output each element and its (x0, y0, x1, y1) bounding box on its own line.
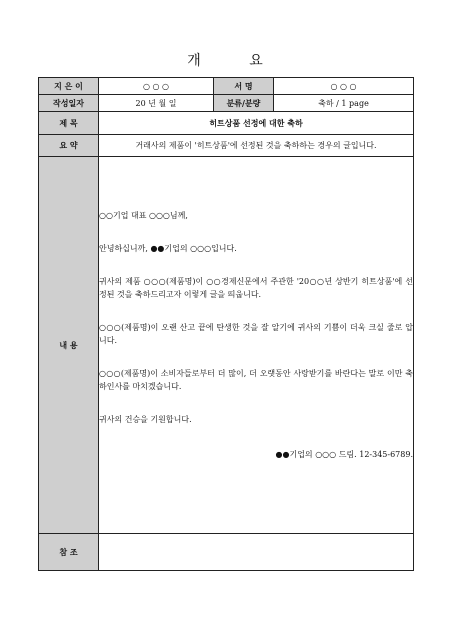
content-paragraph-2: 안녕하십니까, ●●기업의 ○○○입니다. (99, 244, 237, 253)
content-body (99, 157, 414, 534)
category-label: 분류/분량 (214, 95, 274, 112)
category-value: 축하 / 1 page (274, 95, 414, 112)
summary-label: 요 약 (39, 135, 99, 157)
reference-label: 참 조 (39, 534, 99, 571)
summary-value: 거래사의 제품이 '히트상품'에 선정된 것을 축하하는 경우의 글입니다. (99, 135, 414, 157)
reference-value (99, 534, 414, 571)
author-value: ○ ○ ○ (99, 78, 214, 95)
page-title: 개 요 (187, 53, 285, 69)
summary-form (38, 77, 414, 571)
name-value: ○ ○ ○ (274, 78, 414, 95)
date-label: 작성일자 (39, 95, 99, 112)
content-paragraph-4: ○○○(제품명)이 오랜 산고 끝에 탄생한 것을 잘 알기에 귀사의 기쁨이 더욱 크실 줄로 압니다. (99, 323, 413, 345)
content-paragraph-6: 귀사의 건승을 기원합니다. (99, 415, 192, 424)
date-value: 20 년 월 일 (99, 95, 214, 112)
name-label: 서 명 (214, 78, 274, 95)
content-paragraph-3: 귀사의 제품 ○○○(제품명)이 ○○경제신문에서 주관한 '20○○년 상반기 히트상품'에 선정된 것을 축하드리고자 이렇게 글을 띄웁니다. (99, 277, 413, 299)
content-label: 내 용 (39, 157, 99, 534)
content-signature: ●●기업의 ○○○ 드림. 12-345-6789. (275, 450, 413, 459)
author-label: 지 은 이 (39, 78, 99, 95)
content-paragraph-5: ○○○(제품명)이 소비자들로부터 더 많이, 더 오랫동안 사랑받기를 바란다는 말로 이만 축하인사를 마치겠습니다. (99, 369, 413, 391)
subject-value: 히트상품 선정에 대한 축하 (99, 112, 414, 135)
subject-label: 제 목 (39, 112, 99, 135)
content-paragraph-1: ○○기업 대표 ○○○님께, (99, 211, 188, 220)
